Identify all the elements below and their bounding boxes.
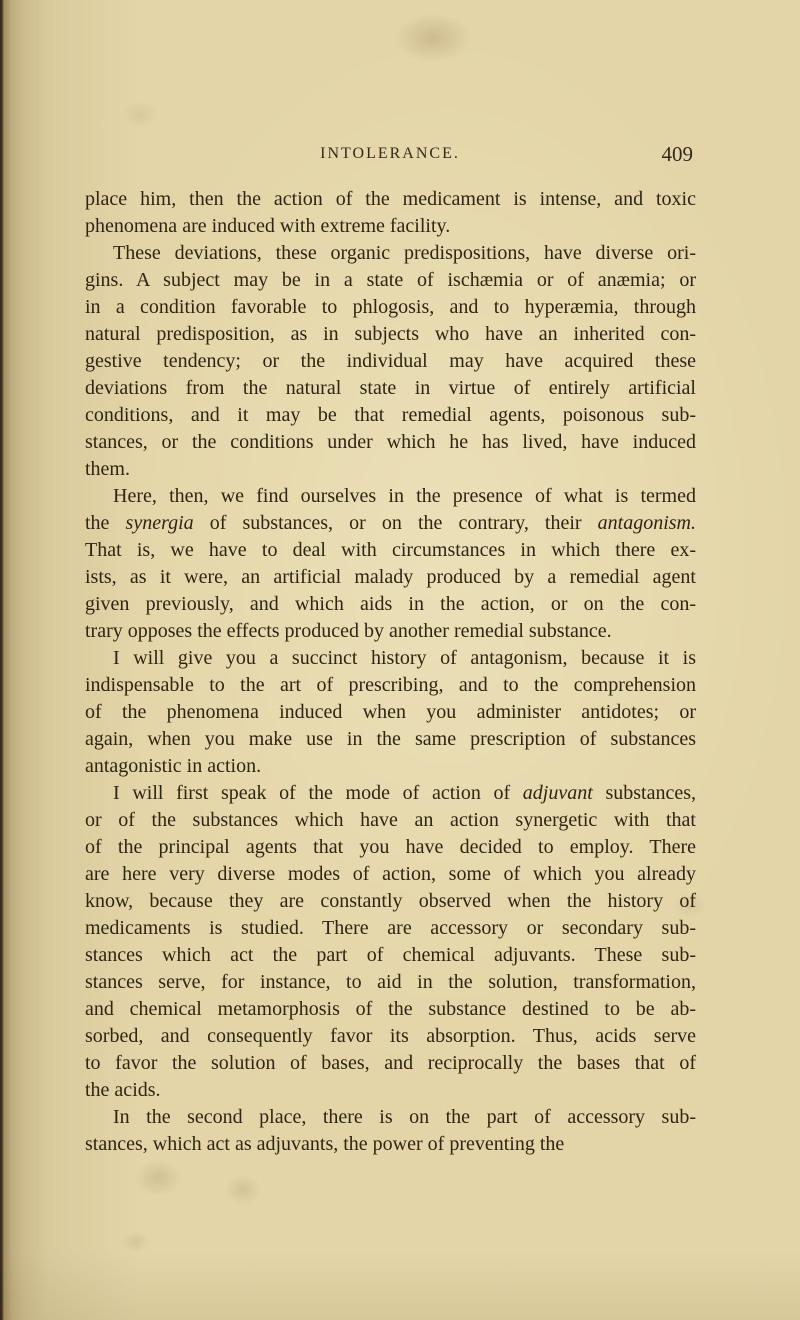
text-line: natural predisposition, as in subjects who have an inherited con- xyxy=(85,323,696,345)
text-line: stances, or the conditions under which he has lived, have induced xyxy=(85,431,696,453)
text-line: antagonistic in action. xyxy=(85,755,262,777)
text-line: of the principal agents that you have decided to employ. There xyxy=(85,836,696,858)
text-line: stances, which act as adjuvants, the power of preventing the xyxy=(85,1133,565,1155)
running-head xyxy=(85,141,695,167)
body-text xyxy=(85,186,696,1158)
text-line: to favor the solution of bases, and reciprocally the bases that of xyxy=(85,1052,696,1074)
text-line: These deviations, these organic predispositions, have diverse ori- xyxy=(113,242,696,264)
text-line: in a condition favorable to phlogosis, and to hyperæmia, through xyxy=(85,296,696,318)
text-line: stances which act the part of chemical adjuvants. These sub- xyxy=(85,944,696,966)
running-header-title: INTOLERANCE. xyxy=(320,145,460,162)
page-number: 409 xyxy=(661,142,693,166)
text-line: trary opposes the effects produced by another remedial substance. xyxy=(85,620,612,642)
text-line: conditions, and it may be that remedial agents, poisonous sub- xyxy=(85,404,696,426)
text-line: That is, we have to deal with circumstances in which there ex- xyxy=(85,539,696,561)
text-line: the synergia of substances, or on the contrary, their antagonism. xyxy=(85,512,696,534)
text-line: indispensable to the art of prescribing, and to the comprehension xyxy=(85,674,696,696)
text-line: again, when you make use in the same prescription of substances xyxy=(85,728,696,750)
text-line: I will first speak of the mode of action of adjuvant substances, xyxy=(113,782,696,804)
text-line: gestive tendency; or the individual may have acquired these xyxy=(85,350,696,372)
text-line: medicaments is studied. There are accessory or secondary sub- xyxy=(85,917,696,939)
text-line: and chemical metamorphosis of the substance destined to be ab- xyxy=(85,998,696,1020)
text-line: In the second place, there is on the part of accessory sub- xyxy=(113,1106,696,1128)
text-line: sorbed, and consequently favor its absorption. Thus, acids serve xyxy=(85,1025,696,1047)
text-line: stances serve, for instance, to aid in the solution, transformation, xyxy=(85,971,696,993)
text-line: the acids. xyxy=(85,1079,161,1101)
text-line: I will give you a succinct history of antagonism, because it is xyxy=(113,647,696,669)
text-line: are here very diverse modes of action, some of which you already xyxy=(85,863,696,885)
text-line: place him, then the action of the medicament is intense, and toxic xyxy=(85,188,696,210)
text-line: them. xyxy=(85,458,130,480)
text-line: given previously, and which aids in the action, or on the con- xyxy=(85,593,696,615)
text-line: or of the substances which have an action synergetic with that xyxy=(85,809,696,831)
text-line: of the phenomena induced when you administer antidotes; or xyxy=(85,701,696,723)
text-line: know, because they are constantly observed when the history of xyxy=(85,890,696,912)
text-line: phenomena are induced with extreme facility. xyxy=(85,215,451,237)
text-line: ists, as it were, an artificial malady produced by a remedial agent xyxy=(85,566,696,588)
text-line: gins. A subject may be in a state of ischæmia or of anæmia; or xyxy=(85,269,696,291)
text-line: Here, then, we find ourselves in the presence of what is termed xyxy=(113,485,696,507)
text-line: deviations from the natural state in virtue of entirely artificial xyxy=(85,377,696,399)
